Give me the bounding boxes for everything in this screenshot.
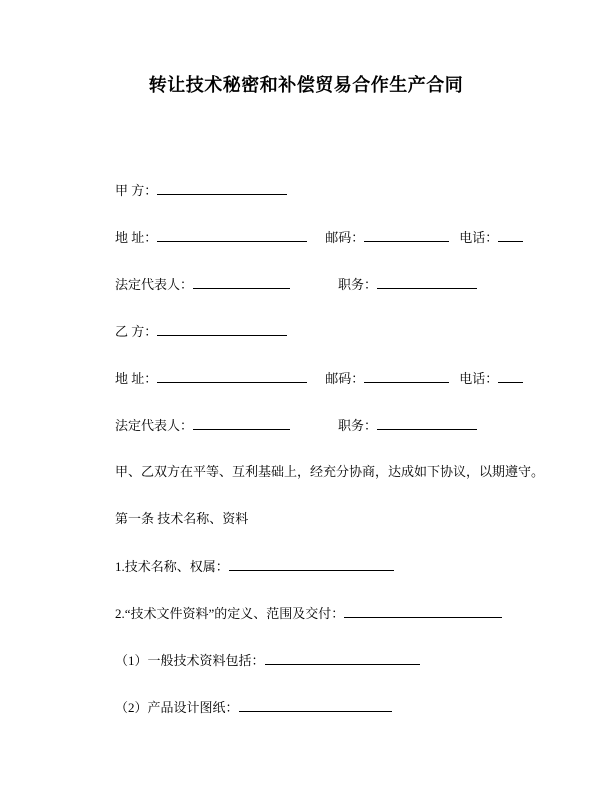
address-b-label: 地 址： bbox=[115, 371, 158, 386]
position-a-blank bbox=[377, 276, 477, 289]
party-b-line bbox=[115, 323, 532, 339]
article1-item2-sub1-line bbox=[115, 652, 532, 668]
postcode-a-label: 邮码： bbox=[325, 230, 365, 245]
address-a-label: 地 址： bbox=[115, 230, 158, 245]
rep-a-line bbox=[115, 276, 532, 292]
postcode-a-blank bbox=[364, 229, 449, 242]
document-body bbox=[0, 182, 612, 715]
phone-b-label: 电话： bbox=[459, 371, 499, 386]
phone-b-blank bbox=[498, 370, 523, 383]
position-a-label: 职务： bbox=[338, 277, 378, 292]
rep-b-blank bbox=[193, 417, 290, 430]
article1-item2-sub2-blank bbox=[239, 699, 392, 712]
article1-item2-sub2-line bbox=[115, 699, 532, 715]
article1-item2-sub1-label: （1）一般技术资料包括： bbox=[115, 653, 265, 668]
rep-a-label: 法定代表人： bbox=[115, 277, 194, 292]
position-b-blank bbox=[377, 417, 477, 430]
postcode-b-label: 邮码： bbox=[325, 371, 365, 386]
party-a-blank bbox=[157, 182, 287, 195]
article1-item1-line bbox=[115, 558, 532, 574]
article1-item2-blank bbox=[344, 605, 502, 618]
position-b-label: 职务： bbox=[338, 418, 378, 433]
address-b-blank bbox=[157, 370, 307, 383]
rep-b-label: 法定代表人： bbox=[115, 418, 194, 433]
article1-item1-blank bbox=[229, 558, 394, 571]
rep-b-line bbox=[115, 417, 532, 433]
address-b-line bbox=[115, 370, 532, 386]
party-b-blank bbox=[157, 323, 287, 336]
address-a-blank bbox=[157, 229, 307, 242]
article1-item1-label: 1.技术名称、权属： bbox=[115, 559, 229, 574]
address-a-line bbox=[115, 229, 532, 245]
rep-a-blank bbox=[193, 276, 290, 289]
article1-item2-sub2-label: （2）产品设计图纸： bbox=[115, 700, 239, 715]
article1-item2-line bbox=[115, 605, 532, 621]
article1-item2-label: 2.“技术文件资料”的定义、范围及交付： bbox=[115, 606, 345, 621]
article1-heading: 第一条 技术名称、资料 bbox=[115, 511, 249, 526]
party-a-label: 甲 方： bbox=[115, 183, 158, 198]
party-a-line bbox=[115, 182, 532, 198]
preamble-line bbox=[115, 464, 545, 480]
document-title: 转让技术秘密和补偿贸易合作生产合同 bbox=[148, 75, 464, 95]
phone-a-label: 电话： bbox=[459, 230, 499, 245]
postcode-b-blank bbox=[364, 370, 449, 383]
party-b-label: 乙 方： bbox=[115, 324, 158, 339]
preamble-text: 甲、乙双方在平等、互利基础上，经充分协商，达成如下协议，以期遵守。 bbox=[115, 464, 545, 479]
phone-a-blank bbox=[498, 229, 523, 242]
article1-heading-line bbox=[115, 511, 532, 527]
article1-item2-sub1-blank bbox=[265, 652, 420, 665]
